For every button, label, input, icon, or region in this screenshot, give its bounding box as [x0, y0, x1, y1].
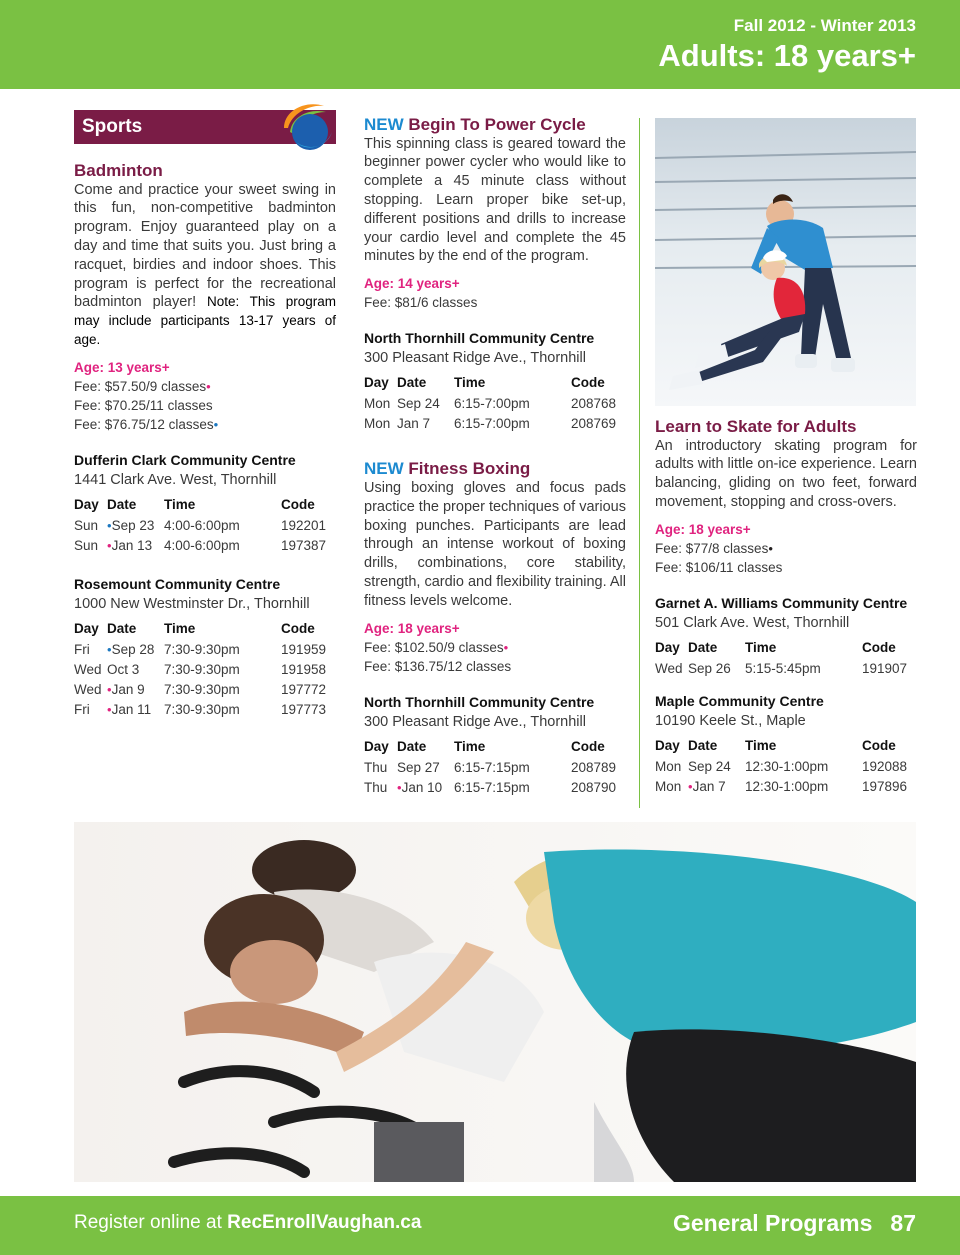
section-name: General Programs — [672, 1210, 873, 1236]
table-row — [655, 757, 917, 777]
program-title-skate: Learn to Skate for Adults — [655, 417, 857, 436]
col-time: Time — [454, 375, 486, 391]
location-name: Rosemount Community Centre — [74, 575, 281, 592]
cell-time: 6:15-7:00pm — [454, 396, 530, 412]
cell-time: 5:15-5:45pm — [745, 660, 821, 676]
pink-dot-icon: • — [206, 378, 211, 394]
fee-text: Fee: $77/8 classes — [655, 540, 769, 556]
col-time: Time — [454, 738, 486, 754]
location-address: 1000 New Westminster Dr., Thornhill — [74, 595, 310, 612]
program-title-text: Fitness Boxing — [403, 459, 531, 479]
cell-date — [107, 640, 164, 660]
location-name: Maple Community Centre — [655, 692, 824, 709]
page-number: 87 — [890, 1210, 916, 1236]
table-row — [364, 778, 626, 798]
new-badge: NEW — [364, 459, 404, 479]
location-name: Dufferin Clark Community Centre — [74, 451, 296, 468]
register-link[interactable]: RecEnrollVaughan.ca — [227, 1212, 422, 1233]
fitness-boxing-fee-2: Fee: $136.75/12 classes — [364, 658, 512, 674]
location-address: 501 Clark Ave. West, Thornhill — [655, 614, 850, 631]
table-header-row — [655, 637, 917, 659]
badminton-age: Age: 13 years+ — [74, 359, 170, 375]
pink-dot-icon: • — [503, 639, 509, 655]
pink-dot-icon: • — [107, 681, 112, 697]
cell-time: 7:30-9:30pm — [164, 681, 240, 697]
col-time: Time — [745, 737, 777, 753]
page-title: Adults: 18 years+ — [658, 38, 916, 73]
cell-code: 197896 — [862, 778, 908, 794]
register-line — [74, 1212, 421, 1234]
cell-code: 191958 — [281, 661, 327, 677]
cell-date — [107, 700, 164, 720]
col-date: Date — [397, 738, 427, 754]
col-time: Time — [745, 639, 777, 655]
program-title-text: Begin To Power Cycle — [403, 115, 586, 134]
cell-time: 4:00-6:00pm — [164, 537, 240, 553]
date-text: Jan 9 — [111, 681, 145, 697]
table-row — [74, 536, 336, 556]
cell-day: Wed — [74, 681, 102, 697]
page-header — [0, 0, 960, 89]
col-day: Day — [364, 738, 389, 754]
cell-code: 208789 — [571, 759, 617, 775]
cell-day: Fri — [74, 641, 90, 657]
schedule-table — [655, 735, 917, 797]
cell-date — [397, 778, 454, 798]
location-name: Garnet A. Williams Community Centre — [655, 594, 908, 611]
cell-date: Sep 24 — [688, 758, 731, 774]
swirl-logo-icon — [276, 98, 336, 154]
blue-dot-icon: • — [107, 641, 112, 657]
column-fitness — [364, 116, 626, 798]
schedule-table — [74, 494, 336, 556]
cell-day: Mon — [364, 396, 391, 412]
table-header-row — [74, 618, 336, 640]
cell-code: 191907 — [862, 660, 908, 676]
location-name: North Thornhill Community Centre — [364, 693, 595, 710]
skate-fee-1 — [655, 541, 917, 556]
black-dot-icon: • — [768, 540, 773, 556]
date-text: Jan 7 — [692, 778, 726, 794]
cell-day: Mon — [364, 416, 391, 432]
location-address: 1441 Clark Ave. West, Thornhill — [74, 471, 277, 488]
location-address: 300 Pleasant Ridge Ave., Thornhill — [364, 713, 586, 730]
col-day: Day — [74, 620, 99, 636]
table-row — [655, 659, 917, 679]
cell-time: 4:00-6:00pm — [164, 517, 240, 533]
cell-date — [107, 516, 164, 536]
col-code: Code — [571, 738, 605, 754]
program-title-badminton: Badminton — [74, 161, 163, 180]
new-badge: NEW — [364, 115, 404, 134]
table-header-row — [364, 372, 626, 394]
date-text: Jan 10 — [401, 779, 443, 795]
season-label: Fall 2012 - Winter 2013 — [733, 16, 916, 35]
cell-date — [688, 777, 745, 797]
fee-text: Fee: $102.50/9 classes — [364, 639, 504, 655]
cell-date — [107, 536, 164, 556]
section-label: Sports — [82, 116, 143, 137]
page-footer — [0, 1196, 960, 1255]
cell-time: 12:30-1:00pm — [745, 758, 829, 774]
power-cycle-age: Age: 14 years+ — [364, 276, 460, 292]
col-code: Code — [281, 496, 315, 512]
cell-code: 197387 — [281, 537, 327, 553]
fee-text: Fee: $76.75/12 classes — [74, 416, 214, 432]
cell-code: 192201 — [281, 517, 327, 533]
cell-code: 197772 — [281, 681, 327, 697]
col-day: Day — [655, 737, 680, 753]
table-row — [74, 680, 336, 700]
date-text: Jan 13 — [111, 537, 153, 553]
cell-date: Oct 3 — [107, 661, 140, 677]
schedule-table — [364, 736, 626, 798]
table-row — [74, 700, 336, 720]
cell-code: 208790 — [571, 779, 617, 795]
cell-day: Wed — [74, 661, 102, 677]
col-day: Day — [364, 375, 389, 391]
cell-day: Thu — [364, 759, 388, 775]
table-header-row — [655, 735, 917, 757]
program-title-fitness-boxing — [364, 460, 626, 479]
cell-code: 208768 — [571, 396, 617, 412]
table-row — [364, 414, 626, 434]
cell-date: Sep 24 — [397, 396, 440, 412]
badminton-fee-2 — [74, 398, 336, 413]
cell-code: 197773 — [281, 701, 327, 717]
location-name: North Thornhill Community Centre — [364, 330, 595, 347]
cell-date — [107, 680, 164, 700]
table-header-row — [364, 736, 626, 758]
date-text: Sep 28 — [111, 641, 155, 657]
table-row — [74, 516, 336, 536]
cell-day: Mon — [655, 758, 682, 774]
fitness-boxing-age: Age: 18 years+ — [364, 620, 460, 636]
cell-day: Sun — [74, 517, 99, 533]
table-header-row — [74, 494, 336, 516]
cell-day: Sun — [74, 537, 99, 553]
skate-age: Age: 18 years+ — [655, 521, 751, 537]
table-row — [364, 394, 626, 414]
column-skating — [655, 118, 917, 797]
col-code: Code — [281, 620, 315, 636]
cell-day: Mon — [655, 778, 682, 794]
skate-fee-2: Fee: $106/11 classes — [655, 559, 783, 575]
program-title-power-cycle — [364, 116, 626, 135]
col-date: Date — [397, 375, 427, 391]
skate-description: An introductory skating program for adults with little on-ice experience. Learn balancing, gliding on two feet, forward movement, stopping and cross-overs. — [655, 437, 917, 511]
table-row — [74, 640, 336, 660]
cell-time: 7:30-9:30pm — [164, 641, 240, 657]
col-code: Code — [862, 639, 896, 655]
fee-text: Fee: $70.25/11 classes — [74, 397, 213, 413]
schedule-table — [655, 637, 917, 679]
table-row — [364, 758, 626, 778]
footer-section — [673, 1210, 916, 1237]
col-date: Date — [107, 496, 137, 512]
table-row — [655, 777, 917, 797]
fitness-boxing-description: Using boxing gloves and focus pads practice the proper techniques of various boxing punches. Participants are lead through an intense workout of boxing drills, combinations, core stability, strength, cardio and flexibility training. All fitness levels welcome. — [364, 479, 626, 609]
pink-dot-icon: • — [688, 778, 693, 794]
col-date: Date — [107, 620, 137, 636]
table-row — [74, 660, 336, 680]
location-address: 10190 Keele St., Maple — [655, 712, 806, 729]
fee-text: Fee: $57.50/9 classes — [74, 378, 207, 394]
cell-code: 208769 — [571, 416, 617, 432]
col-date: Date — [688, 737, 718, 753]
location-address: 300 Pleasant Ridge Ave., Thornhill — [364, 350, 586, 367]
cell-date: Jan 7 — [397, 416, 431, 432]
cell-time: 12:30-1:00pm — [745, 778, 829, 794]
col-code: Code — [571, 375, 605, 391]
pink-dot-icon: • — [107, 537, 112, 553]
col-date: Date — [688, 639, 718, 655]
schedule-table — [364, 372, 626, 434]
cell-date: Sep 27 — [397, 759, 440, 775]
cell-time: 6:15-7:15pm — [454, 759, 530, 775]
pink-dot-icon: • — [397, 779, 402, 795]
spin-class-illustration — [74, 822, 916, 1182]
col-day: Day — [655, 639, 680, 655]
pink-dot-icon: • — [107, 701, 112, 717]
cell-day: Wed — [655, 660, 683, 676]
cell-time: 6:15-7:15pm — [454, 779, 530, 795]
blue-dot-icon: • — [213, 416, 219, 432]
date-text: Jan 11 — [111, 701, 152, 717]
power-cycle-fee: Fee: $81/6 classes — [364, 295, 478, 311]
col-code: Code — [862, 737, 896, 753]
spin-class-photo — [74, 822, 916, 1182]
fitness-boxing-fee-1 — [364, 640, 626, 655]
schedule-table — [74, 618, 336, 720]
badminton-note: Note: This program may include participants 13-17 years of age. — [74, 294, 336, 348]
date-text: Sep 23 — [111, 517, 155, 533]
col-time: Time — [164, 620, 196, 636]
cell-code: 192088 — [862, 758, 908, 774]
cell-time: 6:15-7:00pm — [454, 416, 530, 432]
col-day: Day — [74, 496, 99, 512]
badminton-description — [74, 181, 336, 350]
badminton-fee-3 — [74, 417, 336, 432]
cell-time: 7:30-9:30pm — [164, 661, 240, 677]
cell-time: 7:30-9:30pm — [164, 701, 240, 717]
cell-date: Sep 26 — [688, 660, 731, 676]
column-divider — [639, 118, 640, 808]
cell-day: Fri — [74, 701, 90, 717]
blue-dot-icon: • — [107, 517, 112, 533]
register-prefix: Register online at — [74, 1212, 228, 1233]
cell-code: 191959 — [281, 641, 327, 657]
col-time: Time — [164, 496, 196, 512]
badminton-fee-1 — [74, 379, 336, 394]
column-sports — [74, 108, 336, 720]
cell-day: Thu — [364, 779, 388, 795]
badminton-description-text: Come and practice your sweet swing in this fun, non-competitive badminton program. Enjoy guaranteed play on a day and time that suits you. Just bring a racquet, birdies and indoor shoes. This program is perfect for the recreational badminton player! — [74, 181, 336, 311]
section-banner-sports — [74, 110, 336, 144]
power-cycle-description: This spinning class is geared toward the beginner power cycler who would like to complete a 45 minute class without stopping. Learn proper bike set-up, different positions and drills to increase your cardio level and complete the 45 minutes by the end of the program. — [364, 135, 626, 265]
